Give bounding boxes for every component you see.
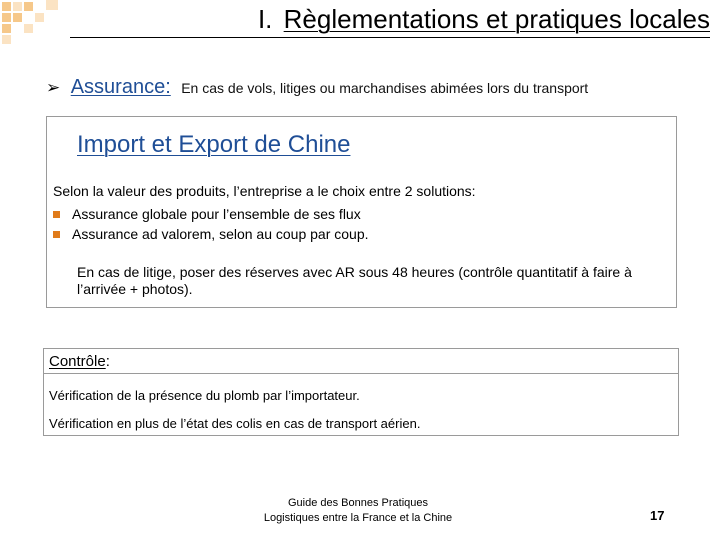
controle-box [43, 348, 679, 436]
list-item-text: Assurance ad valorem, selon au coup par coup. [72, 226, 369, 242]
assurance-keyword: Assurance: [70, 76, 171, 98]
title-number: I. [257, 4, 273, 34]
box-heading: Import et Export de Chine [77, 131, 351, 158]
controle-line-1: Vérification de la présence du plomb par l’importateur. [49, 388, 360, 403]
list-item [53, 224, 369, 244]
title-divider [70, 37, 710, 38]
litige-note: En cas de litige, poser des réserves avec AR sous 48 heures (contrôle quantitatif à faire à l’arrivée + photos). [77, 264, 632, 297]
import-export-box [46, 116, 677, 308]
logo-squares [0, 0, 72, 48]
controle-colon: : [105, 353, 110, 370]
controle-label: Contrôle [49, 353, 106, 370]
solutions-list [53, 204, 369, 244]
controle-line-2: Vérification en plus de l’état des colis en cas de transport aérien. [49, 416, 421, 431]
square-bullet-icon [53, 211, 60, 218]
square-bullet-icon [53, 231, 60, 238]
footer-text [240, 496, 476, 526]
controle-divider [44, 373, 678, 374]
box-intro: Selon la valeur des produits, l’entreprise a le choix entre 2 solutions: [53, 183, 476, 199]
list-item [53, 204, 369, 224]
controle-heading [49, 353, 110, 370]
assurance-bullet [46, 76, 588, 99]
title-text: Règlementations et pratiques locales [283, 4, 710, 34]
page-number: 17 [650, 508, 665, 523]
list-item-text: Assurance globale pour l’ensemble de ses flux [72, 206, 361, 222]
footer-line-2: Logistiques entre la France et la Chine [263, 512, 453, 524]
arrow-bullet-icon: ➢ [46, 78, 61, 97]
footer-line-1: Guide des Bonnes Pratiques [287, 497, 429, 509]
assurance-text: En cas de vols, litiges ou marchandises abimées lors du transport [181, 80, 589, 96]
slide-title [258, 3, 710, 35]
